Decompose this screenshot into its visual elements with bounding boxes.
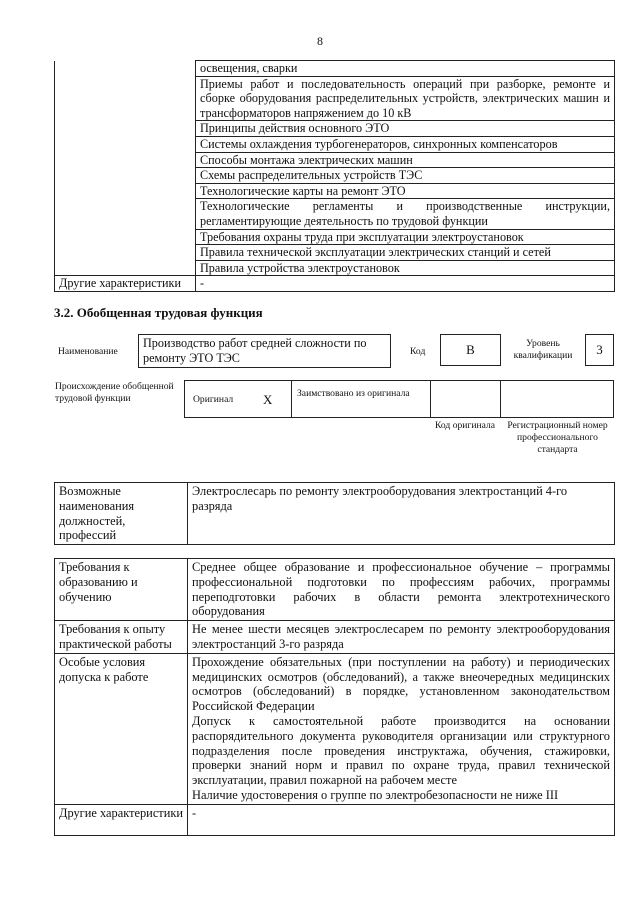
function-code: В xyxy=(440,334,501,366)
requirement-value xyxy=(188,653,615,804)
function-name: Производство работ средней сложности по ремонту ЭТО ТЭС xyxy=(138,334,391,368)
code-caption: Код оригинала xyxy=(434,420,496,431)
origin-box xyxy=(184,380,614,418)
section-title: 3.2. Обобщенная трудовая функция xyxy=(54,305,263,320)
table-row xyxy=(55,121,615,137)
table-row xyxy=(55,76,615,121)
table-cell: Схемы распределительных устройств ТЭС xyxy=(196,168,615,184)
table-cell: Правила устройства электроустановок xyxy=(196,260,615,276)
table-cell: Принципы действия основного ЭТО xyxy=(196,121,615,137)
table-cell xyxy=(55,245,196,261)
table-row xyxy=(55,653,615,804)
requirement-label: Особые условия допуска к работе xyxy=(55,653,188,804)
requirement-value: - xyxy=(188,804,615,835)
table-cell xyxy=(55,136,196,152)
reg-caption: Регистрационный номер профессионального стандарта xyxy=(507,420,608,455)
table-cell: Приемы работ и последовательность операций при разборке, ремонте и сборке оборудования распределительных устройств, электрических машин и трансформаторов напряжением до 10 кВ xyxy=(196,76,615,121)
table-row xyxy=(55,483,615,545)
table-cell xyxy=(55,168,196,184)
table-cell: Способы монтажа электрических машин xyxy=(196,152,615,168)
qualification-level: 3 xyxy=(585,334,614,366)
requirement-paragraph: Наличие удостоверения о группе по электробезопасности не ниже III xyxy=(192,787,559,802)
table-cell: Системы охлаждения турбогенераторов, синхронных компенсаторов xyxy=(196,136,615,152)
origin-label: Происхождение обобщенной трудовой функции xyxy=(55,381,174,404)
requirement-label: Другие характеристики xyxy=(55,804,188,835)
requirement-value: Среднее общее образование и профессиональное обучение – программы профессиональной подготовки по профессиям рабочих, программы переподготовки рабочих в области ремонта электротехнического оборудования xyxy=(188,559,615,621)
positions-table xyxy=(54,482,615,545)
table-row xyxy=(55,152,615,168)
table-cell: Требования охраны труда при эксплуатации электроустановок xyxy=(196,229,615,245)
original-label: Оригинал xyxy=(193,394,234,405)
table-cell: - xyxy=(196,276,615,292)
divider xyxy=(430,381,431,417)
knowledge-table xyxy=(54,60,615,292)
table-cell: Технологические карты на ремонт ЭТО xyxy=(196,183,615,199)
table-cell: освещения, сварки xyxy=(196,61,615,77)
requirement-paragraph: Прохождение обязательных (при поступлении на работу) и периодических медицинских осмотров (обследований), а также внеочередных медицинских осмотров (обследований) в порядке, установленном законодательством Российской Федерации xyxy=(192,654,610,714)
table-row xyxy=(55,136,615,152)
table-row xyxy=(55,245,615,261)
table-cell: Технологические регламенты и производственные инструкции, регламентирующие деятельность по трудовой функции xyxy=(196,199,615,229)
level-label: Уровень квалификации xyxy=(513,338,573,361)
original-mark: X xyxy=(263,392,273,407)
divider xyxy=(500,381,501,417)
table-cell xyxy=(55,121,196,137)
table-row xyxy=(55,168,615,184)
table-cell xyxy=(55,61,196,77)
page-number: 8 xyxy=(317,34,323,48)
table-row xyxy=(55,276,615,292)
table-row xyxy=(55,559,615,621)
requirement-label: Требования к опыту практической работы xyxy=(55,621,188,654)
name-label: Наименование xyxy=(58,346,118,357)
code-label: Код xyxy=(410,346,426,357)
table-cell: Правила технической эксплуатации электрических станций и сетей xyxy=(196,245,615,261)
table-cell xyxy=(55,260,196,276)
positions-label: Возможные наименования должностей, профессий xyxy=(55,483,188,545)
requirements-table xyxy=(54,558,615,836)
table-cell xyxy=(55,183,196,199)
requirement-label: Требования к образованию и обучению xyxy=(55,559,188,621)
divider xyxy=(291,381,292,417)
table-cell: Другие характеристики xyxy=(55,276,196,292)
table-row xyxy=(55,804,615,835)
positions-value: Электрослесарь по ремонту электрооборудования электростанций 4-го разряда xyxy=(188,483,615,545)
table-cell xyxy=(55,229,196,245)
borrowed-label: Заимствовано из оригинала xyxy=(297,388,410,399)
table-row xyxy=(55,183,615,199)
requirement-value: Не менее шести месяцев электрослесарем по ремонту электрооборудования электростанций 3-го разряда xyxy=(188,621,615,654)
table-row xyxy=(55,199,615,229)
table-row xyxy=(55,61,615,77)
table-row xyxy=(55,621,615,654)
requirement-paragraph: Допуск к самостоятельной работе производится на основании распорядительного документа руководителя организации или структурного подразделения после проведения инструктажа, обучения, стажировки, проверки знаний норм и правил по охране труда, правил технической эксплуатации, правил пожарной на рабочем месте xyxy=(192,713,610,788)
table-cell xyxy=(55,152,196,168)
table-row xyxy=(55,260,615,276)
table-cell xyxy=(55,76,196,121)
table-cell xyxy=(55,199,196,229)
table-row xyxy=(55,229,615,245)
